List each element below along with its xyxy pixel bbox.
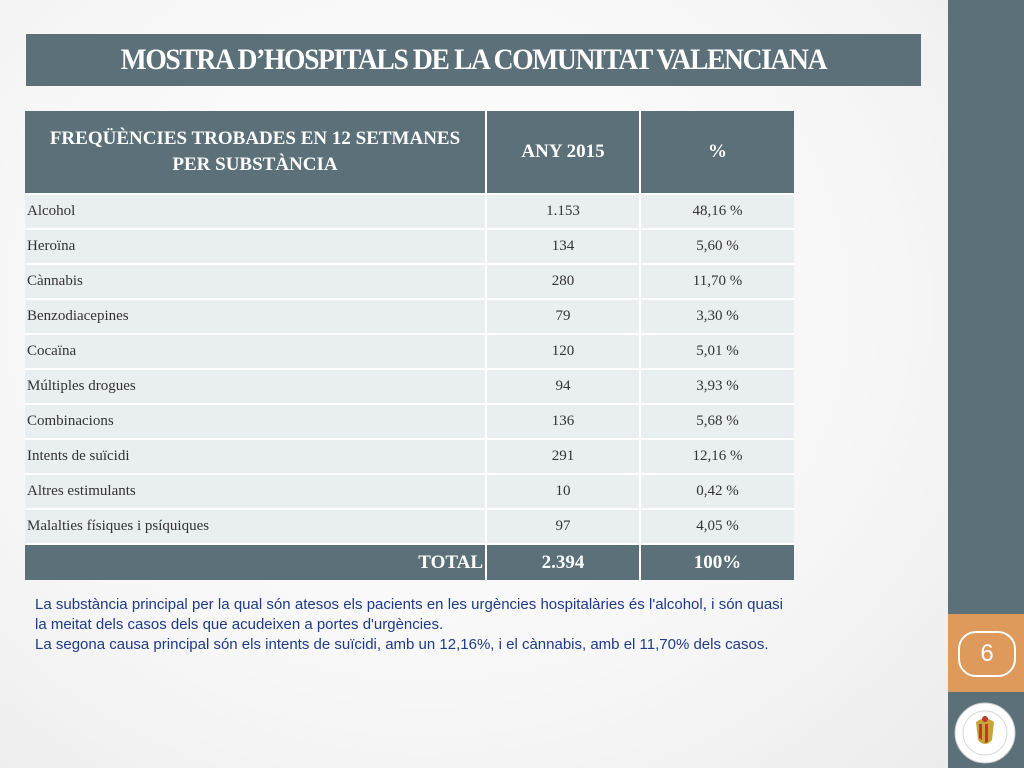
table-row xyxy=(25,509,794,544)
table-row xyxy=(25,264,794,299)
row-count: 10 xyxy=(486,474,640,509)
table-row xyxy=(25,404,794,439)
header-year: ANY 2015 xyxy=(486,111,640,194)
university-seal-icon xyxy=(952,700,1018,766)
total-percent: 100% xyxy=(640,544,794,580)
row-percent: 4,05 % xyxy=(640,509,794,544)
total-label: TOTAL xyxy=(25,544,486,580)
summary-note xyxy=(35,595,783,655)
row-count: 136 xyxy=(486,404,640,439)
row-count: 280 xyxy=(486,264,640,299)
table-row xyxy=(25,194,794,229)
row-substance: Combinacions xyxy=(25,404,486,439)
header-percent: % xyxy=(640,111,794,194)
substance-frequency-table xyxy=(25,111,794,580)
row-count: 291 xyxy=(486,439,640,474)
row-percent: 11,70 % xyxy=(640,264,794,299)
row-count: 1.153 xyxy=(486,194,640,229)
page-number: 6 xyxy=(958,631,1016,677)
row-substance: Cànnabis xyxy=(25,264,486,299)
row-percent: 12,16 % xyxy=(640,439,794,474)
row-count: 120 xyxy=(486,334,640,369)
row-percent: 5,01 % xyxy=(640,334,794,369)
page-title: MOSTRA D’HOSPITALS DE LA COMUNITAT VALENCIANA xyxy=(120,43,827,76)
table-total-row xyxy=(25,544,794,580)
row-substance: Heroïna xyxy=(25,229,486,264)
table-row xyxy=(25,229,794,264)
note-paragraph-2: La segona causa principal són els intents de suïcidi, amb un 12,16%, i el cànnabis, amb el 11,70% dels casos. xyxy=(35,636,769,653)
row-percent: 48,16 % xyxy=(640,194,794,229)
row-substance: Intents de suïcidi xyxy=(25,439,486,474)
row-percent: 3,93 % xyxy=(640,369,794,404)
table-row xyxy=(25,334,794,369)
row-percent: 5,60 % xyxy=(640,229,794,264)
row-count: 79 xyxy=(486,299,640,334)
row-substance: Alcohol xyxy=(25,194,486,229)
row-substance: Cocaïna xyxy=(25,334,486,369)
row-percent: 3,30 % xyxy=(640,299,794,334)
header-substance: FREQÜÈNCIES TROBADES EN 12 SETMANES PER SUBSTÀNCIA xyxy=(25,111,486,194)
row-percent: 0,42 % xyxy=(640,474,794,509)
row-count: 134 xyxy=(486,229,640,264)
table-row xyxy=(25,369,794,404)
title-bar xyxy=(26,34,921,86)
row-substance: Múltiples drogues xyxy=(25,369,486,404)
note-paragraph-1: La substància principal per la qual són atesos els pacients en les urgències hospitalàries és l'alcohol, i són quasi la meitat dels casos dels que acudeixen a portes d'urgències. xyxy=(35,596,783,633)
table-row xyxy=(25,439,794,474)
table-row xyxy=(25,299,794,334)
total-count: 2.394 xyxy=(486,544,640,580)
row-substance: Altres estimulants xyxy=(25,474,486,509)
table-header-row xyxy=(25,111,794,194)
row-substance: Benzodiacepines xyxy=(25,299,486,334)
row-count: 94 xyxy=(486,369,640,404)
row-count: 97 xyxy=(486,509,640,544)
row-substance: Malalties físiques i psíquiques xyxy=(25,509,486,544)
row-percent: 5,68 % xyxy=(640,404,794,439)
table-row xyxy=(25,474,794,509)
